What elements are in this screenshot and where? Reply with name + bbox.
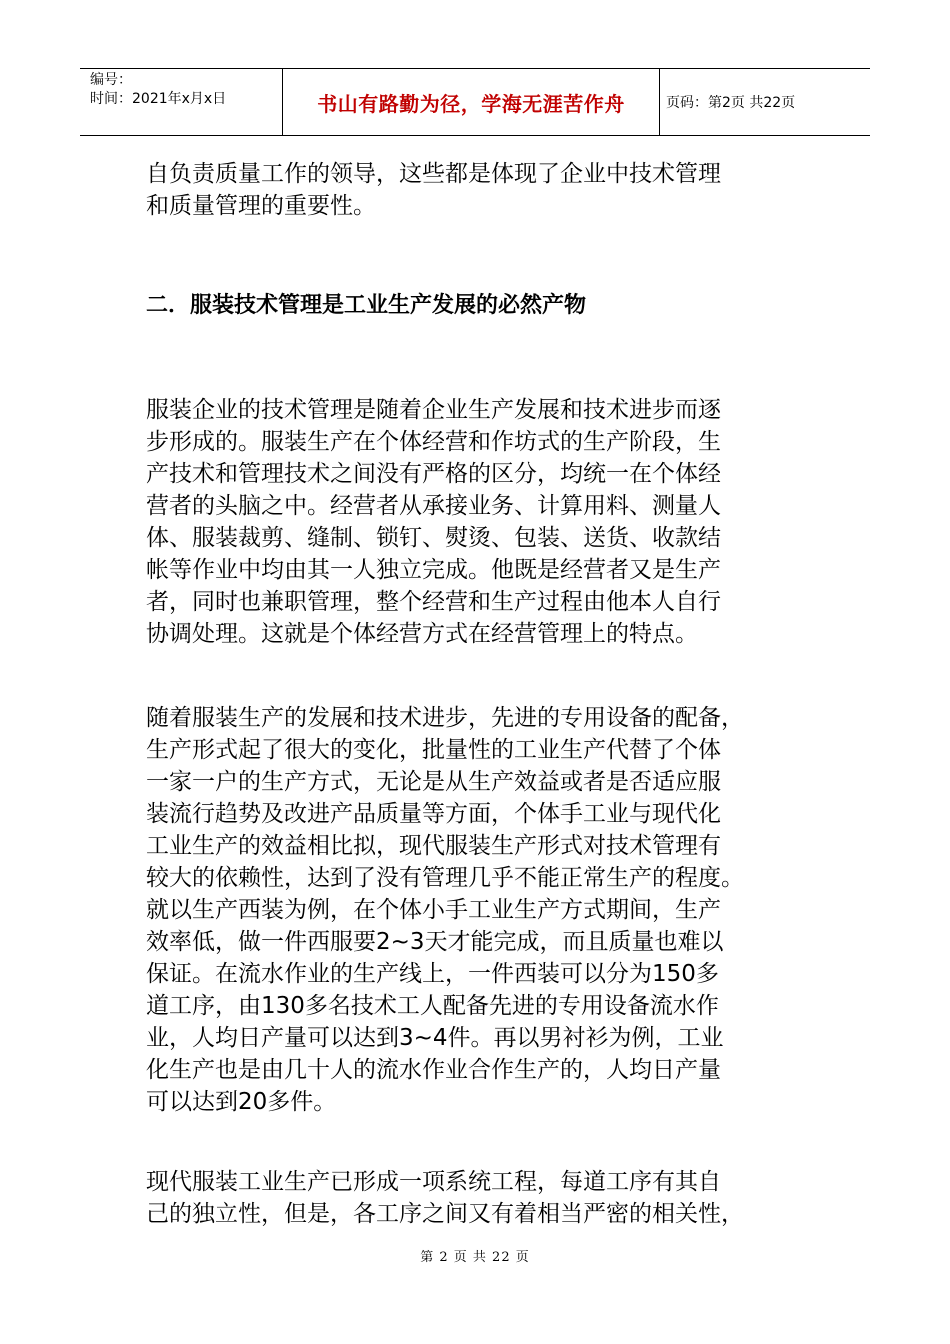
text-line: 帐等作业中均由其一人独立完成。他既是经营者又是生产: [146, 557, 721, 583]
text-line: 服装企业的技术管理是随着企业生产发展和技术进步而逐: [146, 397, 721, 423]
paragraph-continuation: [146, 158, 806, 222]
header-table: [80, 68, 870, 136]
text-line: 保证。在流水作业的生产线上，一件西装可以分为150多: [146, 961, 719, 987]
text-line: 自负责质量工作的领导，这些都是体现了企业中技术管理: [146, 161, 721, 187]
text-line: 步形成的。服装生产在个体经营和作坊式的生产阶段，生: [146, 429, 721, 455]
text-line: 就以生产西装为例，在个体小手工业生产方式期间，生产: [146, 897, 721, 923]
header-motto: 书山有路勤为径，学海无涯苦作舟: [282, 69, 660, 135]
header-page-info: 页码：第2页 共22页: [666, 95, 796, 111]
text-line: 营者的头脑之中。经营者从承接业务、计算用料、测量人: [146, 493, 721, 519]
text-line: 一家一户的生产方式，无论是从生产效益或者是否适应服: [146, 769, 721, 795]
text-line: 较大的依赖性，达到了没有管理几乎不能正常生产的程度。: [146, 865, 744, 891]
text-line: 者，同时也兼职管理，整个经营和生产过程由他本人自行: [146, 589, 721, 615]
page-footer: 第 2 页 共 22 页: [420, 1250, 530, 1265]
text-line: 效率低，做一件西服要2~3天才能完成，而且质量也难以: [146, 929, 724, 955]
text-line: 业，人均日产量可以达到3~4件。再以男衬衫为例，工业: [146, 1025, 724, 1051]
text-line: 道工序，由130多名技术工人配备先进的专用设备流水作: [146, 993, 719, 1019]
section-heading: 二．服装技术管理是工业生产发展的必然产物: [146, 293, 587, 318]
text-line: 协调处理。这就是个体经营方式在经营管理上的特点。: [146, 621, 698, 647]
paragraph-history: [146, 394, 806, 650]
header-meta: [80, 69, 282, 135]
text-line: 现代服装工业生产已形成一项系统工程，每道工序有其自: [146, 1169, 721, 1195]
text-line: 产技术和管理技术之间没有严格的区分，均统一在个体经: [146, 461, 721, 487]
text-line: 装流行趋势及改进产品质量等方面，个体手工业与现代化: [146, 801, 721, 827]
document-date: 时间：2021年x月x日: [90, 91, 227, 107]
text-line: 生产形式起了很大的变化，批量性的工业生产代替了个体: [146, 737, 721, 763]
paragraph-system-engineering: [146, 1166, 806, 1230]
document-number-label: 编号：: [90, 72, 132, 88]
text-line: 和质量管理的重要性。: [146, 193, 376, 219]
text-line: 己的独立性，但是，各工序之间又有着相当严密的相关性，: [146, 1201, 744, 1227]
text-line: 体、服装裁剪、缝制、锁钉、熨烫、包装、送货、收款结: [146, 525, 721, 551]
text-line: 随着服装生产的发展和技术进步，先进的专用设备的配备，: [146, 705, 744, 731]
paragraph-development: [146, 702, 806, 1118]
text-line: 化生产也是由几十人的流水作业合作生产的，人均日产量: [146, 1057, 721, 1083]
text-line: 工业生产的效益相比拟，现代服装生产形式对技术管理有: [146, 833, 721, 859]
text-line: 可以达到20多件。: [146, 1089, 337, 1115]
